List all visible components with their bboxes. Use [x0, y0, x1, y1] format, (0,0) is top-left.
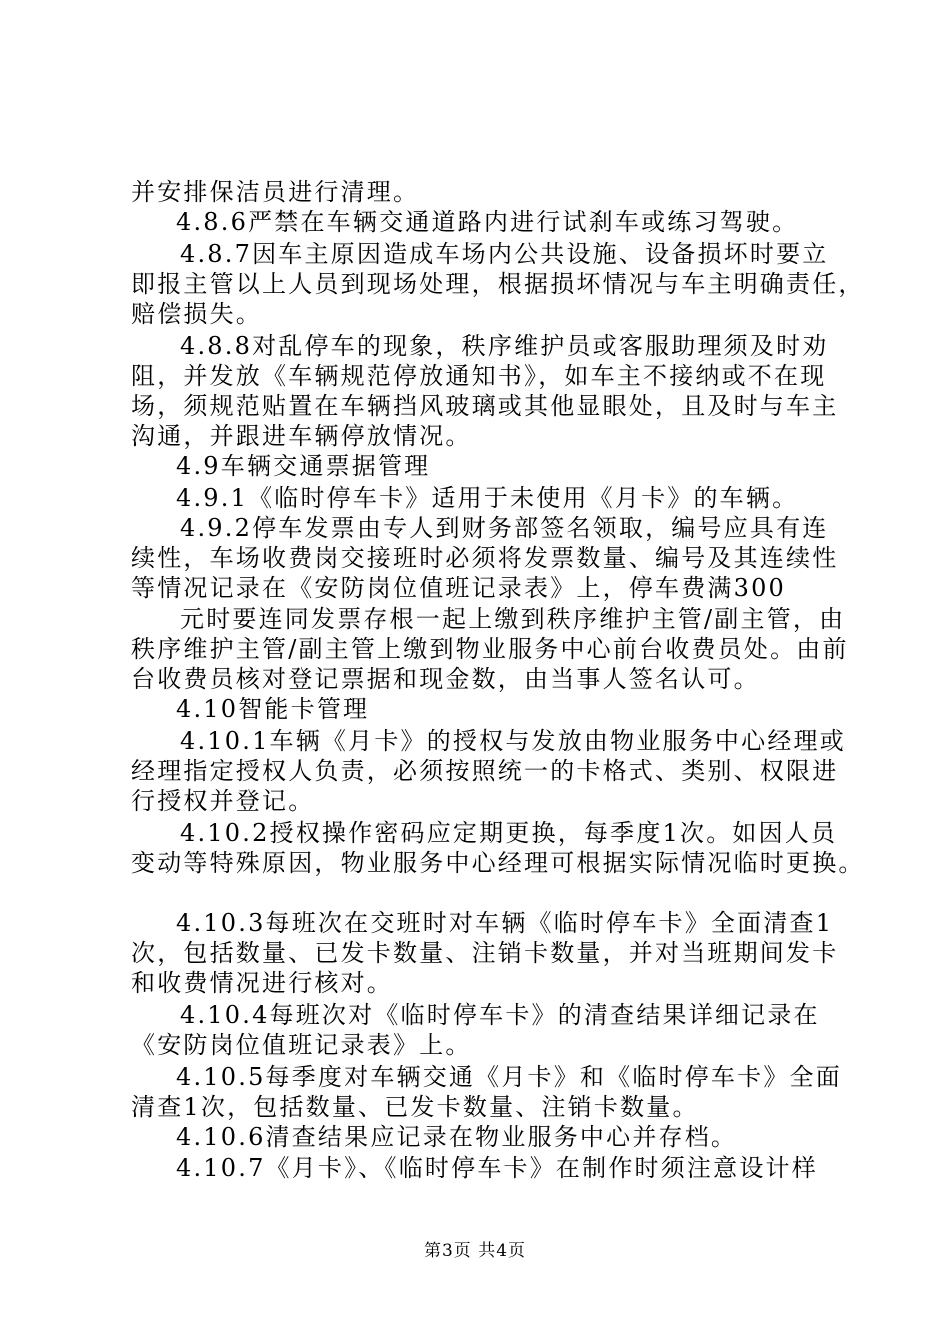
paragraph-line: 4.10.3每班次在交班时对车辆《临时停车卡》全面清查1: [176, 909, 834, 937]
paragraph-line: 清查1次，包括数量、已发卡数量、注销卡数量。: [131, 1093, 699, 1121]
paragraph-line: 4.10.5每季度对车辆交通《月卡》和《临时停车卡》全面: [176, 1063, 842, 1091]
paragraph-line: 4.10.6清查结果应记录在物业服务中心并存档。: [176, 1123, 738, 1151]
paragraph-line: 等情况记录在《安防岗位值班记录表》上，停车费满300: [131, 574, 787, 602]
paragraph-line: 《安防岗位值班记录表》上。: [131, 1031, 472, 1059]
paragraph-line: 4.8.8对乱停车的现象，秩序维护员或客服助理须及时劝: [180, 332, 829, 360]
paragraph-line: 场，须规范贴置在车辆挡风玻璃或其他显眼处，且及时与车主: [131, 392, 839, 420]
paragraph-line: 4.10.7《月卡》、《临时停车卡》在制作时须注意设计样: [176, 1154, 818, 1182]
paragraph-line: 沟通，并跟进车辆停放情况。: [131, 422, 472, 450]
paragraph-line: 经理指定授权人负责，必须按照统一的卡格式、类别、权限进: [131, 757, 839, 785]
paragraph-line: 4.10.2授权操作密码应定期更换，每季度1次。如因人员: [180, 819, 838, 847]
paragraph-line: 变动等特殊原因，物业服务中心经理可根据实际情况临时更换。: [131, 849, 865, 877]
paragraph-line: 4.9.1《临时停车卡》适用于未使用《月卡》的车辆。: [176, 484, 799, 512]
page-number-footer: 第3页 共4页: [423, 1241, 527, 1261]
paragraph-line: 4.8.6严禁在车辆交通道路内进行试刹车或练习驾驶。: [176, 208, 799, 236]
section-heading: 4.10智能卡管理: [176, 695, 370, 723]
paragraph-line: 即报主管以上人员到现场处理，根据损坏情况与车主明确责任，: [131, 270, 865, 298]
paragraph-line: 4.10.4每班次对《临时停车卡》的清查结果详细记录在: [180, 1001, 820, 1029]
paragraph-line: 秩序维护主管/副主管上缴到物业服务中心前台收费员处。由前: [131, 635, 849, 663]
paragraph-line: 元时要连同发票存根一起上缴到秩序维护主管/副主管，由: [180, 605, 846, 633]
paragraph-line: 4.10.1车辆《月卡》的授权与发放由物业服务中心经理或: [180, 727, 846, 755]
paragraph-line: 并安排保洁员进行清理。: [131, 178, 420, 206]
paragraph-line: 4.8.7因车主原因造成车场内公共设施、设备损坏时要立: [180, 240, 829, 268]
paragraph-line: 行授权并登记。: [131, 787, 315, 815]
paragraph-line: 阻，并发放《车辆规范停放通知书》，如车主不接纳或不在现: [131, 362, 827, 390]
paragraph-line: 4.9.2停车发票由专人到财务部签名领取，编号应具有连: [180, 514, 829, 542]
paragraph-line: 次，包括数量、已发卡数量、注销卡数量，并对当班期间发卡: [131, 939, 839, 967]
paragraph-line: 台收费员核对登记票据和现金数，由当事人签名认可。: [131, 665, 760, 693]
paragraph-line: 和收费情况进行核对。: [131, 969, 393, 997]
section-heading: 4.9车辆交通票据管理: [176, 452, 431, 480]
paragraph-line: 赔偿损失。: [131, 300, 262, 328]
paragraph-line: 续性，车场收费岗交接班时必须将发票数量、编号及其连续性: [131, 544, 839, 572]
